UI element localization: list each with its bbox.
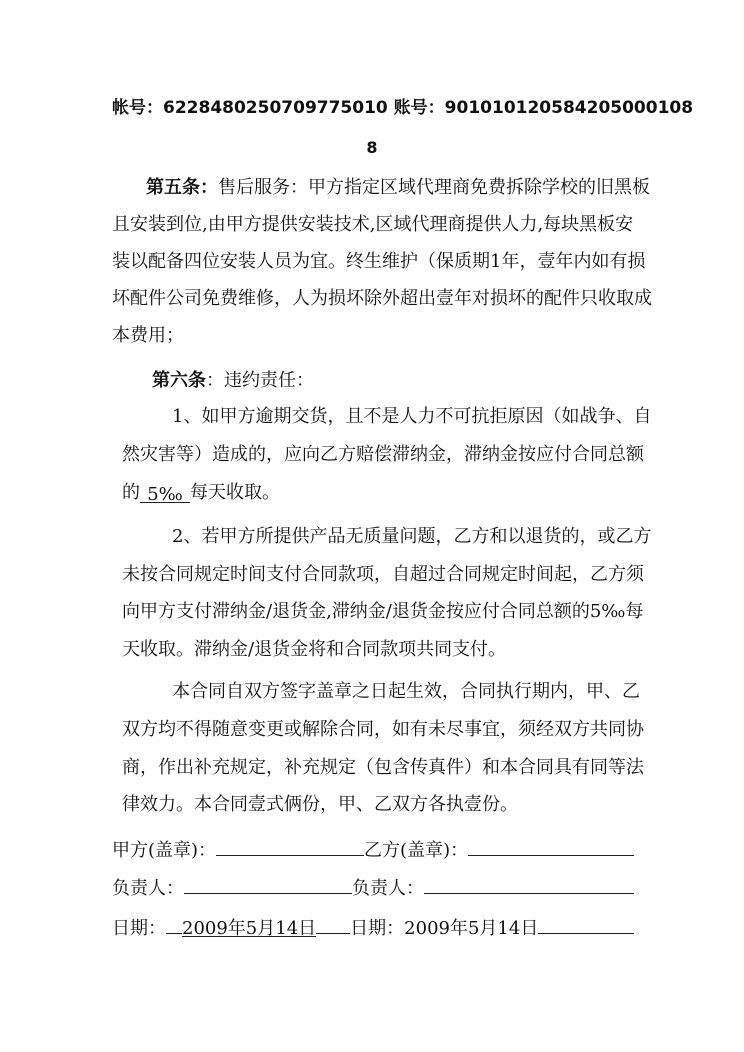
responsible-row [112,873,634,899]
party-b-seal-field[interactable] [468,837,634,856]
party-a-seal-label: 甲方(盖章)： [112,840,217,861]
article6-heading: 第六条 [152,370,206,391]
responsible-b-label: 负责人： [352,878,424,899]
article6-item1-line-2: 然灾害等）造成的，应向乙方赔偿滞纳金，滞纳金按应付合同总额 [122,444,644,465]
article6-item1-line-3: 的 5‰ 每天收取。 [122,482,280,505]
party-a-seal-field[interactable] [216,835,364,856]
date-b-value[interactable]: 2009年5月14日 [404,918,539,939]
account-number-2: 901010120584205000108 [444,98,694,118]
date-a-underline-trail [316,913,350,934]
closing-line-4: 律效力。本合同壹式俩份，甲、乙双方各执壹份。 [122,794,518,815]
date-a-value[interactable]: 2009年5月14日 [182,918,317,939]
date-row [112,913,634,939]
closing-line-1: 本合同自双方签字盖章之日起生效，合同执行期内，甲、乙 [172,681,640,702]
article5-line-5: 本费用； [112,325,184,346]
date-a-underline-lead [166,913,182,934]
date-b-label: 日期： [350,918,405,939]
article5-line-4: 坏配件公司免费维修，人为损坏除外超出壹年对损坏的配件只收取成 [112,288,652,309]
page-number: 8 [366,138,378,157]
article6-item1-line-1: 1、如甲方逾期交货，且不是人力不可抗拒原因（如战争、自 [172,406,652,427]
responsible-b-field[interactable] [424,875,634,894]
article5-line-2: 且安装到位,由甲方提供安装技术,区域代理商提供人力,每块黑板安 [112,214,634,235]
date-b-underline [538,915,634,934]
seal-row [112,835,634,861]
closing-line-3: 商，作出补充规定，补充规定（包含传真件）和本合同具有同等法 [122,757,644,778]
account-label-2: 账号： [393,98,445,118]
account-number-1: 6228480250709775010 [163,98,388,118]
article5-heading: 第五条： [146,177,218,198]
article6-item2-line-1: 2、若甲方所提供产品无质量问题，乙方和以退货的，或乙方 [172,526,652,547]
article6-item2-line-4: 天收取。滞纳金/退货金将和合同款项共同支付。 [122,639,507,660]
article5-line-1: 第五条：售后服务：甲方指定区域代理商免费拆除学校的旧黑板 [146,177,650,198]
responsible-a-field[interactable] [184,873,352,894]
account-label-1: 帐号： [112,98,163,118]
party-b-seal-label: 乙方(盖章)： [364,840,469,861]
date-a-label: 日期： [112,918,166,939]
article6-item2-line-2: 未按合同规定时间支付合同款项，自超过合同规定时间起，乙方须 [122,564,644,585]
article6-heading-line: 第六条：违约责任： [152,370,314,391]
responsible-a-label: 负责人： [112,878,184,899]
account-line [112,95,693,121]
article5-line-3: 装以配备四位安装人员为宜。终生维护（保质期1年，壹年内如有损 [112,251,646,272]
late-fee-rate: 5‰ [140,482,190,503]
closing-line-2: 双方均不得随意变更或解除合同，如有未尽事宜，须经双方共同协 [122,719,644,740]
article6-item2-line-3: 向甲方支付滞纳金/退货金,滞纳金/退货金按应付合同总额的5‰每 [122,601,644,622]
